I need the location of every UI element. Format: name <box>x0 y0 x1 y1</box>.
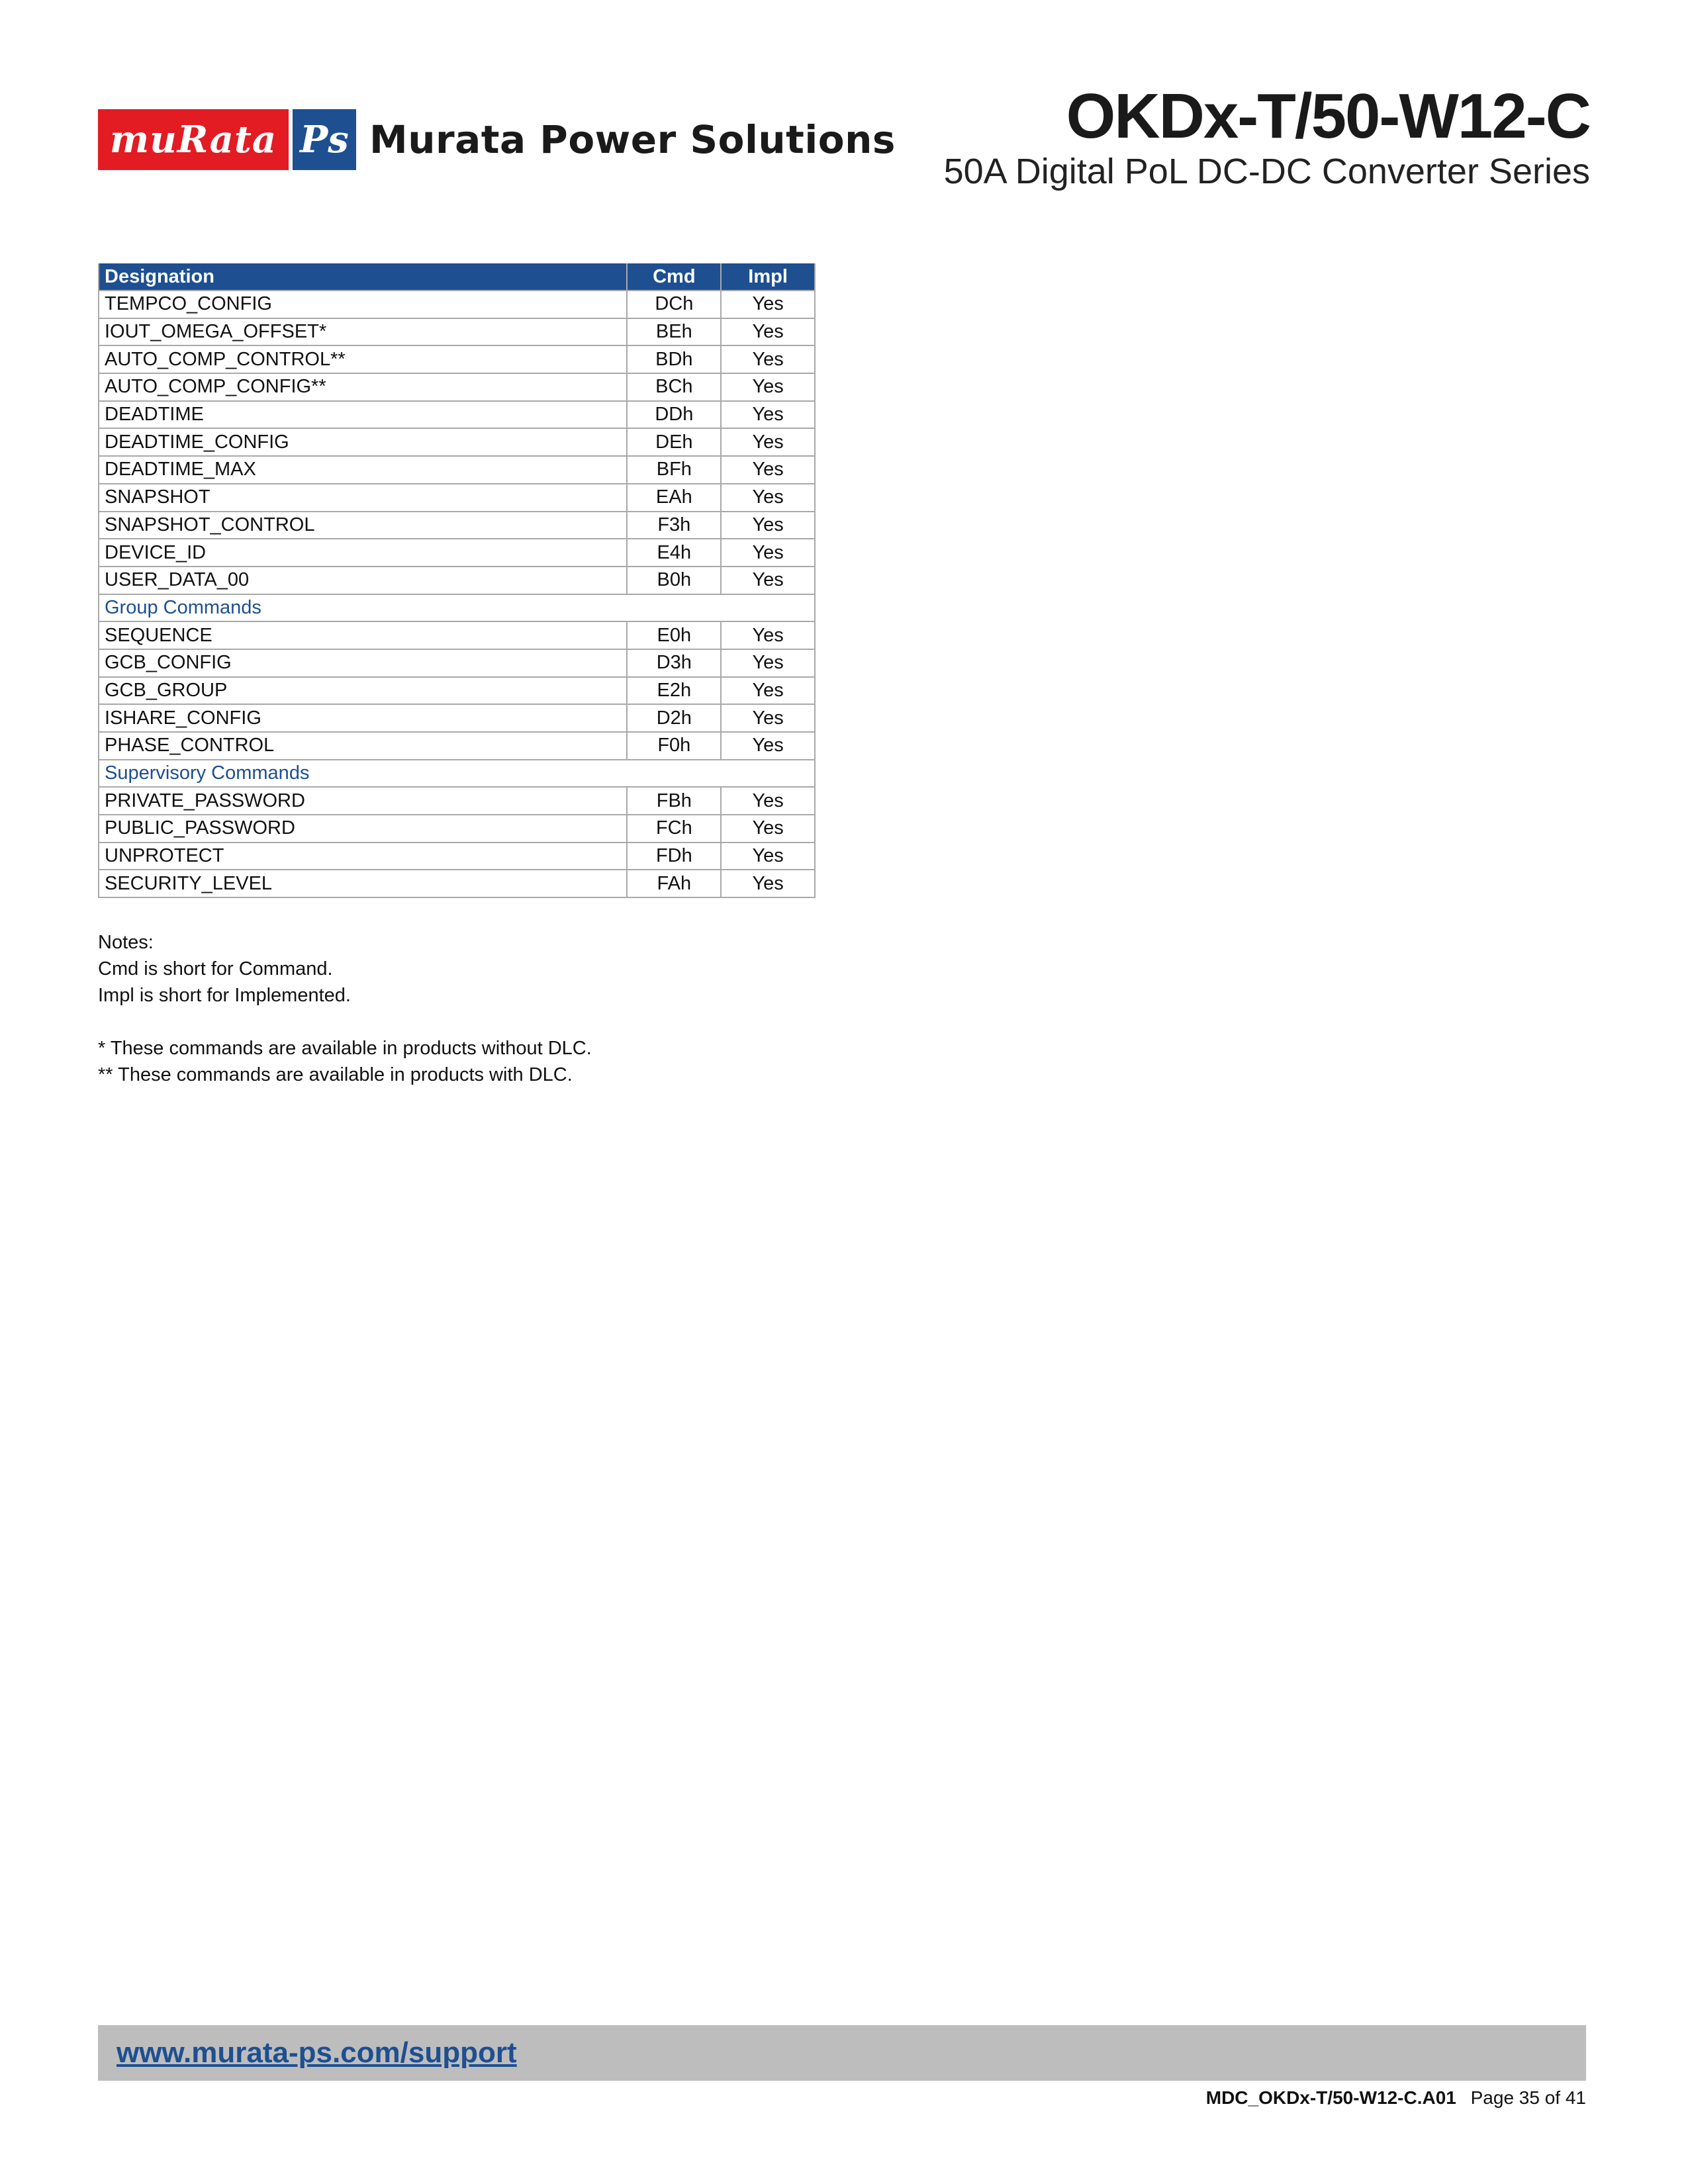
table-row <box>99 732 815 760</box>
cell-designation: DEADTIME_CONFIG <box>99 428 627 456</box>
cell-designation: ISHARE_CONFIG <box>99 704 627 732</box>
table-row <box>99 345 815 373</box>
cell-designation: SNAPSHOT <box>99 484 627 512</box>
cell-designation: PHASE_CONTROL <box>99 732 627 760</box>
cell-impl: Yes <box>721 291 815 318</box>
cell-cmd: E2h <box>627 677 721 705</box>
murata-logo <box>98 109 896 170</box>
table-row <box>99 567 815 594</box>
table-row <box>99 815 815 842</box>
cell-cmd: DCh <box>627 291 721 318</box>
cell-impl: Yes <box>721 677 815 705</box>
note-with-dlc: ** These commands are available in products with DLC. <box>98 1064 573 1085</box>
cell-designation: PUBLIC_PASSWORD <box>99 815 627 842</box>
murata-logo-mark: muRata <box>98 109 289 170</box>
cell-impl: Yes <box>721 649 815 677</box>
cell-cmd: BFh <box>627 456 721 484</box>
cell-designation: DEVICE_ID <box>99 539 627 567</box>
header-designation: Designation <box>99 263 627 291</box>
cell-cmd: EAh <box>627 484 721 512</box>
cell-impl: Yes <box>721 870 815 897</box>
table-row <box>99 428 815 456</box>
cell-designation: PRIVATE_PASSWORD <box>99 787 627 815</box>
cell-impl: Yes <box>721 787 815 815</box>
group-row <box>99 594 815 622</box>
cell-cmd: E4h <box>627 539 721 567</box>
cell-designation: SNAPSHOT_CONTROL <box>99 512 627 539</box>
cell-designation: UNPROTECT <box>99 842 627 870</box>
table-row <box>99 621 815 649</box>
cell-impl: Yes <box>721 318 815 346</box>
cell-cmd: F0h <box>627 732 721 760</box>
document-id: MDC_OKDx-T/50-W12-C.A01 <box>1205 2087 1456 2108</box>
ps-logo-mark: Ps <box>293 109 356 170</box>
cell-impl: Yes <box>721 484 815 512</box>
notes-heading: Notes: <box>98 932 154 953</box>
cell-cmd: DEh <box>627 428 721 456</box>
footer-doc-info <box>1206 2087 1586 2109</box>
cell-impl: Yes <box>721 345 815 373</box>
table-header-row <box>99 263 815 291</box>
table-row <box>99 512 815 539</box>
cell-impl: Yes <box>721 621 815 649</box>
cell-cmd: B0h <box>627 567 721 594</box>
group-row <box>99 760 815 788</box>
cell-impl: Yes <box>721 512 815 539</box>
cell-impl: Yes <box>721 815 815 842</box>
notes-spacer <box>98 1009 592 1035</box>
cell-designation: DEADTIME <box>99 401 627 429</box>
cell-cmd: E0h <box>627 621 721 649</box>
cell-designation: SECURITY_LEVEL <box>99 870 627 897</box>
table-row <box>99 842 815 870</box>
table-row <box>99 291 815 318</box>
cell-cmd: FDh <box>627 842 721 870</box>
cell-cmd: FCh <box>627 815 721 842</box>
cell-designation: GCB_CONFIG <box>99 649 627 677</box>
table-row <box>99 539 815 567</box>
cell-cmd: BDh <box>627 345 721 373</box>
table-row <box>99 704 815 732</box>
notes-section <box>98 929 592 1088</box>
note-without-dlc: * These commands are available in products without DLC. <box>98 1038 592 1059</box>
cell-impl: Yes <box>721 732 815 760</box>
cell-designation: GCB_GROUP <box>99 677 627 705</box>
product-subtitle: 50A Digital PoL DC-DC Converter Series <box>943 152 1590 191</box>
cell-designation: SEQUENCE <box>99 621 627 649</box>
cell-cmd: D3h <box>627 649 721 677</box>
cell-cmd: BCh <box>627 373 721 401</box>
table-row <box>99 787 815 815</box>
command-table <box>98 263 816 898</box>
cell-impl: Yes <box>721 401 815 429</box>
table-row <box>99 318 815 346</box>
header-impl: Impl <box>721 263 815 291</box>
cell-designation: AUTO_COMP_CONFIG** <box>99 373 627 401</box>
cell-impl: Yes <box>721 456 815 484</box>
footer-bar <box>98 2025 1586 2081</box>
table-row <box>99 373 815 401</box>
support-link[interactable]: www.murata-ps.com/support <box>117 2036 517 2069</box>
table-row <box>99 456 815 484</box>
cell-impl: Yes <box>721 539 815 567</box>
table-row <box>99 484 815 512</box>
cell-cmd: F3h <box>627 512 721 539</box>
cell-impl: Yes <box>721 842 815 870</box>
group-heading-supervisory-commands: Supervisory Commands <box>99 760 815 788</box>
cell-designation: TEMPCO_CONFIG <box>99 291 627 318</box>
header-cmd: Cmd <box>627 263 721 291</box>
company-name: Murata Power Solutions <box>369 117 896 162</box>
cell-cmd: D2h <box>627 704 721 732</box>
cell-cmd: BEh <box>627 318 721 346</box>
cell-designation: AUTO_COMP_CONTROL** <box>99 345 627 373</box>
table-row <box>99 649 815 677</box>
cell-impl: Yes <box>721 567 815 594</box>
note-impl: Impl is short for Implemented. <box>98 985 351 1006</box>
cell-impl: Yes <box>721 428 815 456</box>
cell-impl: Yes <box>721 373 815 401</box>
cell-cmd: FBh <box>627 787 721 815</box>
cell-cmd: FAh <box>627 870 721 897</box>
table-row <box>99 870 815 897</box>
group-heading-group-commands: Group Commands <box>99 594 815 622</box>
note-cmd: Cmd is short for Command. <box>98 958 333 979</box>
cell-cmd: DDh <box>627 401 721 429</box>
table-row <box>99 677 815 705</box>
product-title: OKDx-T/50-W12-C <box>1066 81 1590 152</box>
cell-impl: Yes <box>721 704 815 732</box>
page-number: Page 35 of 41 <box>1470 2087 1586 2108</box>
table-row <box>99 401 815 429</box>
cell-designation: IOUT_OMEGA_OFFSET* <box>99 318 627 346</box>
table-body <box>99 291 815 897</box>
cell-designation: USER_DATA_00 <box>99 567 627 594</box>
cell-designation: DEADTIME_MAX <box>99 456 627 484</box>
